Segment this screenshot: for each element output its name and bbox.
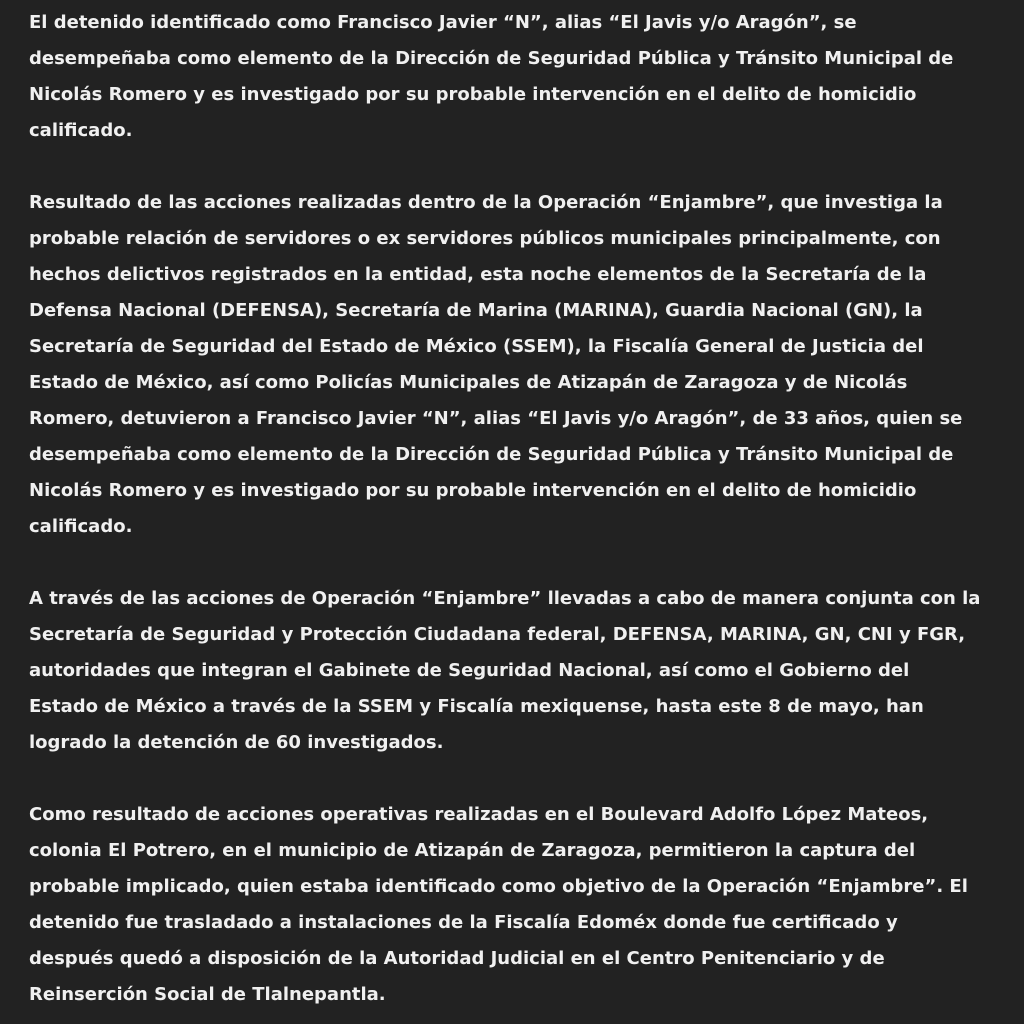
paragraph-detainee-summary: El detenido identificado como Francisco Javier “N”, alias “El Javis y/o Aragón”, se desempeñaba como elemento de la Dirección de Seguridad Pública y Tránsito Municipal de Nicolás Romero y es investigado por su probable intervención en el delito de homicidio calificado.: [29, 12, 954, 141]
paragraph-joint-actions-results: A través de las acciones de Operación “Enjambre” llevadas a cabo de manera conjunta con la Secretaría de Seguridad y Protección Ciudadana federal, DEFENSA, MARINA, GN, CNI y FGR, autoridades que integran el Gabinete de Seguridad Nacional, así como el Gobierno del Estado de México a través de la SSEM y Fiscalía mexiquense, hasta este 8 de mayo, han logrado la detención de 60 investigados.: [29, 588, 981, 753]
paragraph-capture-details: Como resultado de acciones operativas realizadas en el Boulevard Adolfo López Mateos, colonia El Potrero, en el municipio de Atizapán de Zaragoza, permitieron la captura del probable implicado, quien estaba identificado como objetivo de la Operación “Enjambre”. El detenido fue trasladado a instalaciones de la Fiscalía Edoméx donde fue certificado y después quedó a disposición de la Autoridad Judicial en el Centro Penitenciario y de Reinserción Social de Tlalnepantla.: [29, 804, 968, 1005]
paragraph-operation-enjambre-arrest: Resultado de las acciones realizadas dentro de la Operación “Enjambre”, que investiga la probable relación de servidores o ex servidores públicos municipales principalmente, con hechos delictivos registrados en la entidad, esta noche elementos de la Secretaría de la Defensa Nacional (DEFENSA), Secretaría de Marina (MARINA), Guardia Nacional (GN), la Secretaría de Seguridad del Estado de México (SSEM), la Fiscalía General de Justicia del Estado de México, así como Policías Municipales de Atizapán de Zaragoza y de Nicolás Romero, detuvieron a Francisco Javier “N”, alias “El Javis y/o Aragón”, de 33 años, quien se desempeñaba como elemento de la Dirección de Seguridad Pública y Tránsito Municipal de Nicolás Romero y es investigado por su probable intervención en el delito de homicidio calificado.: [29, 192, 963, 537]
